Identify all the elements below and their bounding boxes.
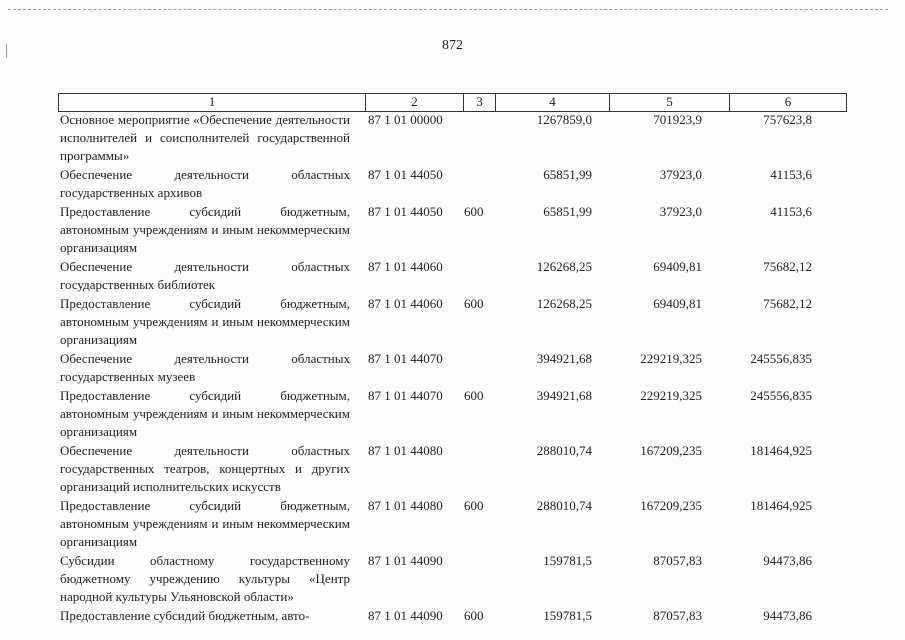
- row-code: 87 1 01 44060: [368, 296, 443, 311]
- table-row: [60, 166, 850, 202]
- row-code: 87 1 01 44080: [368, 443, 443, 458]
- row-value-6: 75682,12: [763, 296, 812, 311]
- row-value-6: 245556,835: [750, 351, 812, 366]
- table-row: [60, 387, 850, 441]
- row-type: 600: [464, 388, 484, 403]
- row-value-6: 41153,6: [770, 167, 812, 182]
- table-row: [60, 442, 850, 496]
- table-row: [60, 497, 850, 551]
- row-value-5: 229219,325: [640, 351, 702, 366]
- row-value-5: 37923,0: [659, 204, 702, 219]
- header-col-3: 3: [464, 94, 496, 111]
- row-type: 600: [464, 204, 484, 219]
- row-type: 600: [464, 296, 484, 311]
- row-value-6: 181464,925: [750, 443, 812, 458]
- row-name: Основное мероприятие «Обеспечение деятельности исполнителей и соисполнителей государственной программы»: [60, 112, 350, 163]
- budget-table: [60, 111, 850, 626]
- row-value-4: 126268,25: [536, 296, 592, 311]
- row-name: Субсидии областному государственному бюджетному учреждению культуры «Центр народной культуры Ульяновской области»: [60, 553, 350, 604]
- row-code: 87 1 01 44060: [368, 259, 443, 274]
- row-code: 87 1 01 44080: [368, 498, 443, 513]
- row-value-5: 167209,235: [640, 498, 702, 513]
- table-header: [58, 93, 847, 112]
- row-value-5: 87057,83: [653, 608, 702, 623]
- table-row: [60, 607, 850, 625]
- header-col-2: 2: [366, 94, 464, 111]
- row-type: 600: [464, 608, 484, 623]
- row-value-6: 94473,86: [763, 553, 812, 568]
- row-value-4: 288010,74: [536, 498, 592, 513]
- row-value-4: 288010,74: [536, 443, 592, 458]
- row-value-5: 69409,81: [653, 296, 702, 311]
- row-type: [464, 442, 498, 496]
- row-name: Обеспечение деятельности областных государственных музеев: [60, 351, 350, 384]
- row-value-5: 701923,9: [653, 112, 702, 127]
- table-row: [60, 258, 850, 294]
- row-value-4: 159781,5: [543, 553, 592, 568]
- row-value-5: 37923,0: [659, 167, 702, 182]
- row-name: Предоставление субсидий бюджетным, автономным учреждениям и иным некоммерческим организациям: [60, 296, 350, 347]
- row-code: 87 1 01 44090: [368, 553, 443, 568]
- header-col-1: 1: [59, 94, 366, 111]
- row-value-4: 394921,68: [536, 388, 592, 403]
- row-value-5: 69409,81: [653, 259, 702, 274]
- row-code: 87 1 01 44070: [368, 388, 443, 403]
- row-name: Обеспечение деятельности областных государственных библиотек: [60, 259, 350, 292]
- row-value-4: 1267859,0: [536, 112, 592, 127]
- row-value-6: 41153,6: [770, 204, 812, 219]
- table-row: [60, 552, 850, 606]
- row-type: [464, 111, 498, 165]
- table-row: [60, 111, 850, 165]
- row-code: 87 1 01 00000: [368, 112, 443, 127]
- row-name: Предоставление субсидий бюджетным, авто-: [60, 608, 310, 623]
- row-code: 87 1 01 44050: [368, 167, 443, 182]
- row-type: [464, 258, 498, 294]
- row-name: Обеспечение деятельности областных государственных театров, концертных и других организаций исполнительских искусств: [60, 443, 350, 494]
- row-value-4: 65851,99: [543, 204, 592, 219]
- row-value-6: 757623,8: [763, 112, 812, 127]
- row-type: 600: [464, 498, 484, 513]
- row-value-6: 181464,925: [750, 498, 812, 513]
- table-row: [60, 350, 850, 386]
- header-col-6: 6: [730, 94, 847, 111]
- row-code: 87 1 01 44050: [368, 204, 443, 219]
- row-value-6: 94473,86: [763, 608, 812, 623]
- row-code: 87 1 01 44070: [368, 351, 443, 366]
- row-value-4: 159781,5: [543, 608, 592, 623]
- row-code: 87 1 01 44090: [368, 608, 443, 623]
- page-number: 872: [442, 38, 463, 53]
- header-col-4: 4: [496, 94, 610, 111]
- page-top-border: [8, 9, 888, 10]
- row-name: Предоставление субсидий бюджетным, автономным учреждениям и иным некоммерческим организациям: [60, 388, 350, 439]
- row-name: Предоставление субсидий бюджетным, автономным учреждениям и иным некоммерческим организациям: [60, 204, 350, 255]
- header-col-5: 5: [610, 94, 730, 111]
- row-value-6: 245556,835: [750, 388, 812, 403]
- row-value-4: 394921,68: [536, 351, 592, 366]
- row-type: [464, 166, 498, 202]
- row-value-6: 75682,12: [763, 259, 812, 274]
- row-value-5: 87057,83: [653, 553, 702, 568]
- row-name: Обеспечение деятельности областных государственных архивов: [60, 167, 350, 200]
- table-row: [60, 295, 850, 349]
- row-value-4: 65851,99: [543, 167, 592, 182]
- row-value-5: 229219,325: [640, 388, 702, 403]
- row-value-4: 126268,25: [536, 259, 592, 274]
- row-value-5: 167209,235: [640, 443, 702, 458]
- row-type: [464, 350, 498, 386]
- row-name: Предоставление субсидий бюджетным, автономным учреждениям и иным некоммерческим организациям: [60, 498, 350, 549]
- row-type: [464, 552, 498, 606]
- table-row: [60, 203, 850, 257]
